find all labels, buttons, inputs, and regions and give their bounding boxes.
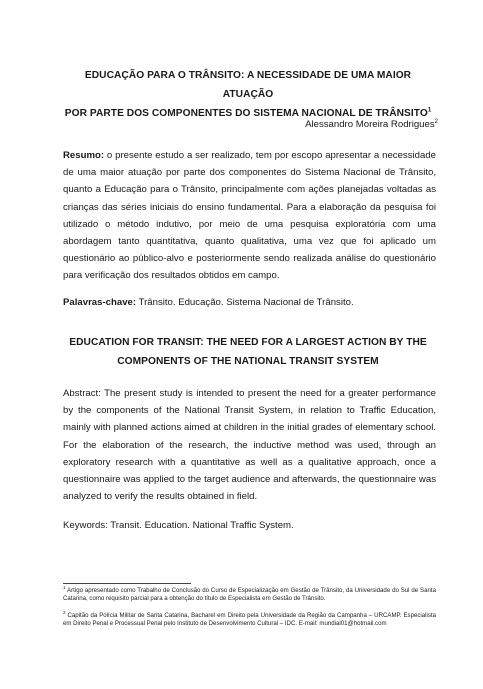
portuguese-title bbox=[62, 66, 434, 123]
english-title-line-2: COMPONENTS OF THE NATIONAL TRANSIT SYSTEM bbox=[117, 356, 379, 367]
keywords-line: Keywords: Transit. Education. National Traffic System. bbox=[63, 520, 294, 531]
footnote-2-mark: 2 bbox=[63, 609, 66, 615]
footnote-2 bbox=[63, 609, 436, 627]
palavras-chave bbox=[63, 297, 354, 308]
resumo-text: o presente estudo a ser realizado, tem por escopo apresentar a necessidade de uma maior atuação por parte dos componentes do Sistema Nacional de Trânsito, quanto a Educação para o Trânsito, principalmente com ações planejadas voltadas as crianças das séries iniciais do ensino fundamental. Para a elaboração da pesquisa foi utilizado o método indutivo, por meio de uma pesquisa exploratória com uma abordagem tanto quantitativa, quanto qualitativa, uma vez que foi aplicado um questionário ao público-alvo e posteriormente sendo realizada análise do questionário para verificação dos resultados obtidos em campo. bbox=[63, 150, 436, 282]
english-title-line-1: EDUCATION FOR TRANSIT: THE NEED FOR A LARGEST ACTION BY THE bbox=[69, 337, 427, 348]
footnote-1 bbox=[63, 584, 436, 602]
resumo-label: Resumo: bbox=[63, 150, 105, 161]
resumo-paragraph bbox=[63, 147, 436, 285]
portuguese-title-line-1: EDUCAÇÃO PARA O TRÂNSITO: A NECESSIDADE DE UMA MAIOR ATUAÇÃO bbox=[84, 70, 412, 100]
title-footnote-mark: 1 bbox=[427, 107, 432, 114]
portuguese-title-line-2-text: POR PARTE DOS COMPONENTES DO SISTEMA NACIONAL DE TRÂNSITO bbox=[64, 108, 428, 119]
english-title bbox=[62, 333, 434, 371]
palavras-chave-label: Palavras-chave: bbox=[63, 297, 137, 308]
footnote-2-text: Capitão da Polícia Militar de Santa Catarina, Bacharel em Direito pela Universidade da Região da Campanha – URCAMP. Especialista em Direito Penal e Processual Penal pelo Instituto de Desenvolvimento Cultural – IDC. E-mail: mundial01@hotmail.com bbox=[63, 612, 436, 627]
abstract-paragraph: Abstract: The present study is intended to present the need for a greater performance by the components of the National Transit System, in relation to Traffic Education, mainly with planned actions aimed at children in the initial grades of elementary school. For the elaboration of the research, the inductive method was used, through an exploratory research with a quantitative as well as a qualitative approach, once a questionnaire was applied to the target audience and afterwards, the questionnaire was analyzed to verify the results obtained in field. bbox=[63, 388, 436, 503]
author-footnote-mark: 2 bbox=[434, 118, 438, 125]
author-name bbox=[305, 119, 438, 130]
footnote-separator bbox=[63, 583, 191, 584]
author-name-text: Alessandro Moreira Rodrigues bbox=[305, 119, 435, 130]
footnote-1-mark: 1 bbox=[63, 584, 66, 590]
footnote-1-text: Artigo apresentado como Trabalho de Conclusão do Curso de Especialização em Gestão de Trânsito, da Universidade do Sul de Santa Catarina, como requisito parcial para a obtenção do título de Especialista em Gestão de Trânsito. bbox=[63, 587, 436, 602]
palavras-chave-text: Trânsito. Educação. Sistema Nacional de Trânsito. bbox=[136, 297, 354, 308]
